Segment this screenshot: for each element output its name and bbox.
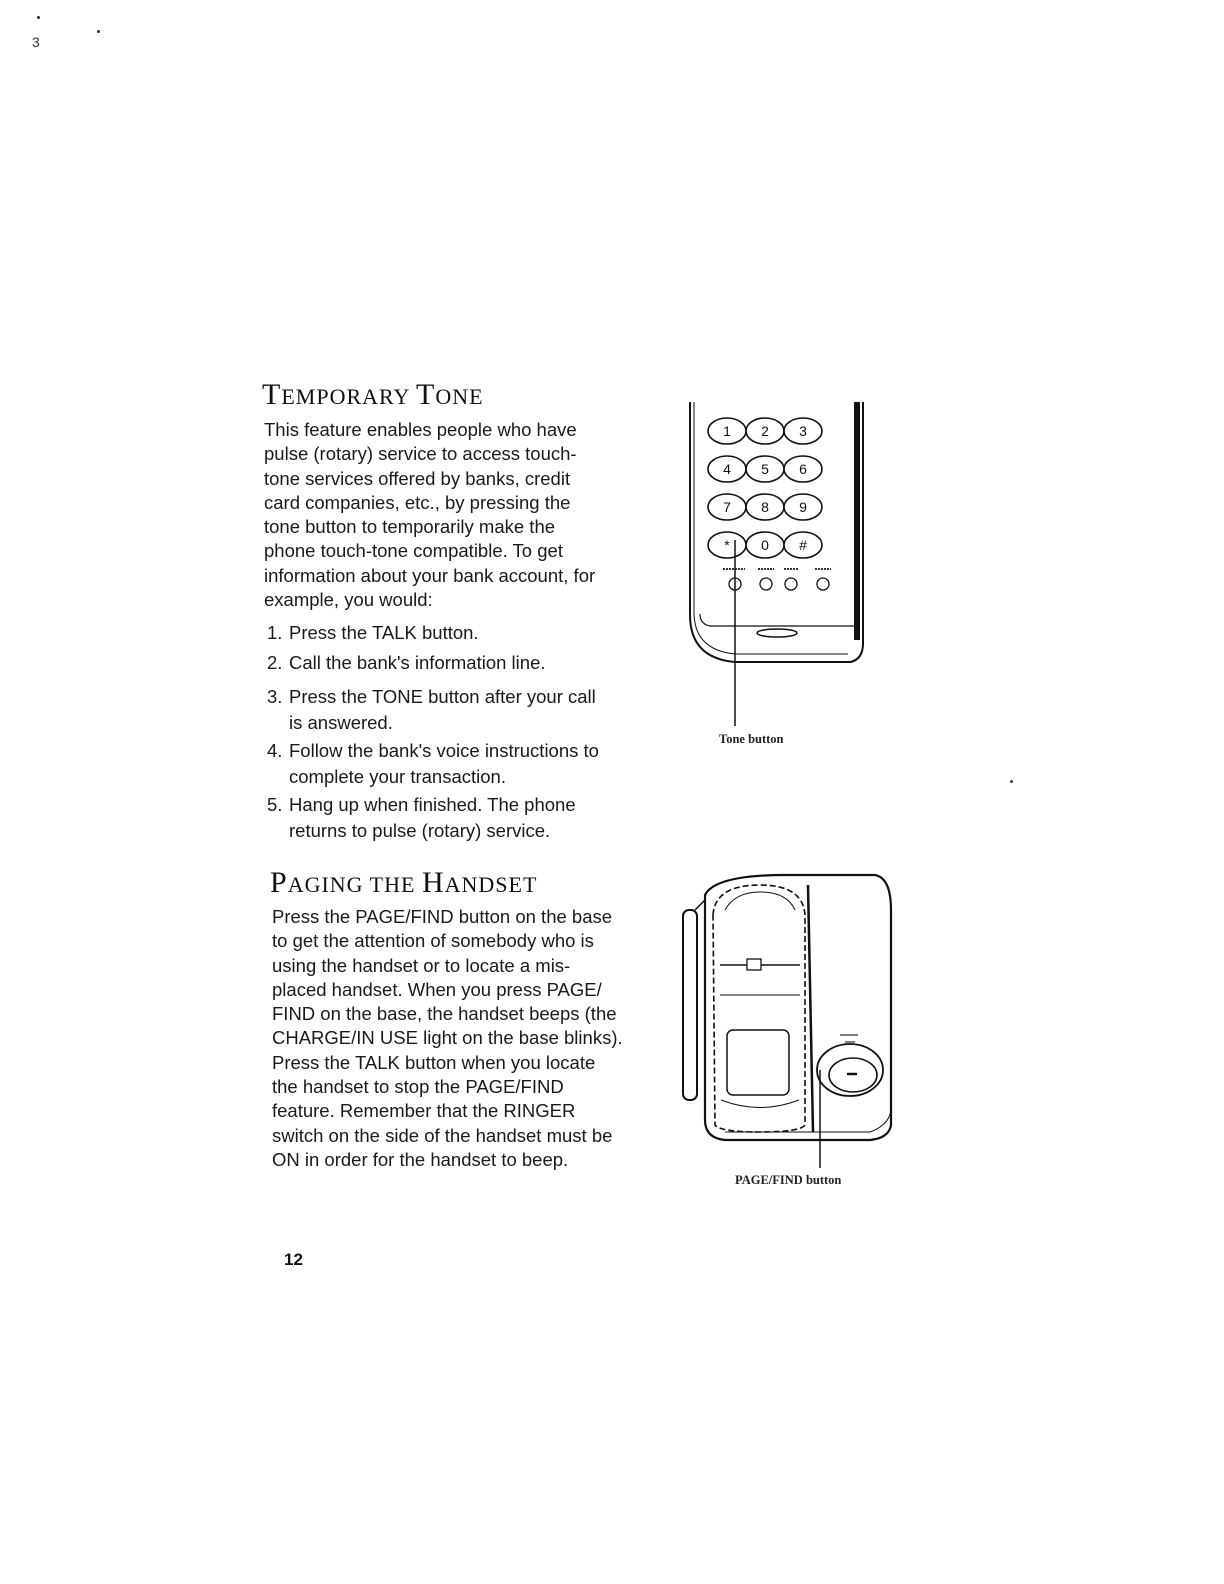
text-line: the handset to stop the PAGE/FIND — [272, 1076, 564, 1098]
paging-handset-heading — [270, 866, 537, 900]
keypad-key-6 — [784, 456, 822, 482]
step-item — [267, 684, 647, 735]
text-line: This feature enables people who have — [264, 419, 577, 440]
corner-mark: 3 — [32, 34, 40, 50]
text-line: using the handset or to locate a mis- — [272, 954, 571, 976]
text-line: placed handset. When you press PAGE/ — [272, 978, 602, 1000]
text-line: CHARGE/IN USE light on the base blinks). — [272, 1027, 623, 1049]
keypad-key-label: 3 — [799, 423, 807, 439]
text-line: Press the PAGE/FIND button on the base — [272, 906, 613, 927]
keypad-key-label: # — [799, 537, 807, 553]
text-line: switch on the side of the handset must be — [272, 1124, 613, 1146]
keypad-key-label: * — [724, 537, 730, 553]
keypad-key-5 — [746, 456, 784, 482]
paging-handset-body — [272, 905, 662, 1172]
heading-part: ONE — [435, 384, 484, 409]
heading-part: T — [262, 378, 282, 411]
text-line: tone button to temporarily make the — [264, 516, 556, 538]
antenna — [683, 910, 697, 1100]
text-line: Press the TALK button when you locate — [272, 1051, 596, 1073]
memory-key — [760, 578, 772, 590]
keypad-key-2 — [746, 418, 784, 444]
keypad-key-label: 0 — [761, 537, 769, 553]
heading-part: THE — [369, 872, 422, 897]
step-text: Press the TALK button. — [289, 622, 479, 643]
keypad-key-9 — [784, 494, 822, 520]
keypad-key-8 — [746, 494, 784, 520]
heading-part: P — [270, 866, 288, 899]
temporary-tone-heading — [262, 378, 484, 412]
keypad-key-label: 8 — [761, 499, 769, 515]
text-line: ON in order for the handset to beep. — [272, 1148, 569, 1170]
page-find-button-caption: PAGE/FIND button — [735, 1173, 842, 1187]
text-line: example, you would: — [264, 589, 433, 611]
keypad-key-star — [708, 532, 746, 558]
step-number: 2. — [267, 652, 283, 673]
handset-keypad-figure — [680, 400, 880, 730]
step-text: returns to pulse (rotary) service. — [289, 819, 551, 841]
keypad-key-4 — [708, 456, 746, 482]
step-text: Press the TONE button after your call — [289, 686, 596, 707]
text-line: card companies, etc., by pressing the — [264, 491, 571, 513]
keypad-key-3 — [784, 418, 822, 444]
keypad-key-label: 9 — [799, 499, 807, 515]
display-window — [727, 1030, 789, 1095]
step-text: Follow the bank's voice instructions to — [289, 740, 599, 761]
keypad — [708, 418, 822, 558]
step-item — [267, 792, 647, 843]
text-line: feature. Remember that the RINGER — [272, 1100, 576, 1122]
heading-part: EMPORARY — [281, 384, 417, 409]
keypad-key-label: 1 — [723, 423, 731, 439]
step-number: 4. — [267, 740, 283, 761]
step-item — [267, 650, 647, 676]
page-number: 12 — [284, 1250, 303, 1269]
keypad-key-7 — [708, 494, 746, 520]
base-unit-figure — [675, 870, 905, 1180]
keypad-key-label: 5 — [761, 461, 769, 477]
temporary-tone-intro — [264, 418, 644, 612]
heading-part: H — [421, 866, 445, 899]
step-text: Call the bank's information line. — [289, 652, 546, 673]
volume-key — [785, 578, 797, 590]
step-item — [267, 738, 647, 789]
step-text: Hang up when finished. The phone — [289, 794, 576, 815]
keypad-key-pound — [784, 532, 822, 558]
text-line: FIND on the base, the handset beeps (the — [272, 1003, 617, 1025]
step-text: complete your transaction. — [289, 765, 506, 787]
earpiece-slot — [757, 629, 797, 637]
heading-part: AGING — [287, 872, 370, 897]
step-number: 5. — [267, 794, 283, 815]
scan-dot — [37, 16, 40, 19]
text-line: pulse (rotary) service to access touch- — [264, 443, 577, 465]
heading-part: T — [416, 378, 436, 411]
step-text: is answered. — [289, 711, 393, 733]
keypad-key-label: 6 — [799, 461, 807, 477]
flash-key — [817, 578, 829, 590]
function-buttons — [723, 569, 831, 590]
keypad-key-label: 7 — [723, 499, 731, 515]
step-number: 1. — [267, 622, 283, 643]
scan-dot — [97, 30, 100, 33]
keypad-key-1 — [708, 418, 746, 444]
tone-button-caption: Tone button — [719, 732, 784, 746]
heading-part: ANDSET — [444, 872, 538, 897]
text-line: to get the attention of somebody who is — [272, 930, 594, 952]
text-line: information about your bank account, for — [264, 564, 596, 586]
keypad-key-label: 2 — [761, 423, 769, 439]
text-line: phone touch-tone compatible. To get — [264, 540, 563, 562]
keypad-key-0 — [746, 532, 784, 558]
keypad-key-label: 4 — [723, 461, 731, 477]
text-line: tone services offered by banks, credit — [264, 467, 571, 489]
scan-dot — [1010, 780, 1013, 783]
step-number: 3. — [267, 686, 283, 707]
step-item — [267, 620, 647, 646]
